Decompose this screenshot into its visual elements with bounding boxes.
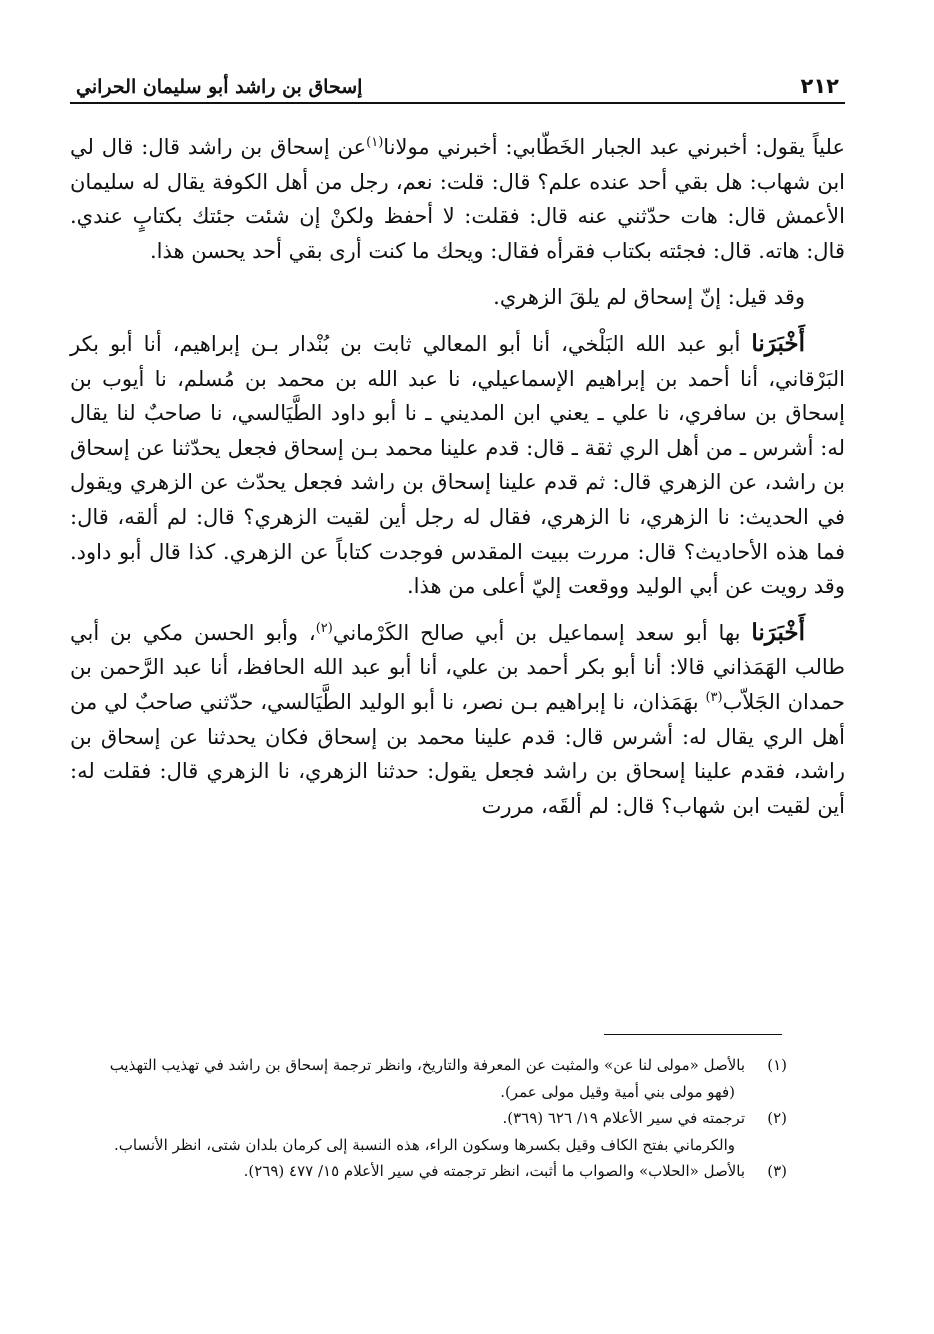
running-title: إسحاق بن راشد أبو سليمان الحراني	[76, 76, 363, 98]
footnote	[12, 1158, 787, 1185]
footnote-number: (٣)	[767, 1162, 787, 1180]
footnote-text: بالأصل «مولى لنا عن» والمثبت عن المعرفة والتاريخ، وانظر ترجمة إسحاق بن راشد في تهذيب التهذيب	[109, 1056, 745, 1074]
footnote-ref: (١)	[366, 135, 384, 150]
paragraph	[70, 327, 845, 604]
paragraph	[70, 616, 845, 824]
text-run: بهَمَذان، نا إبراهيم بـن نصر، نا أبو الوليد الطَّيَالسي، حدّثني صاحبٌ لي من أهل الري يقال له: أشرس قال: قدم علينا محمد بن إسحاق فكان يحدثنا عن إسحاق بن راشد، فقدم علينا إسحاق بن راشد فجعل يقول: حدثنا الزهري، نا الزهري قال: فقلت له: أين لقيت ابن شهاب؟ قال: لم ألقَه، مررت	[70, 689, 845, 818]
paragraph	[70, 280, 845, 315]
footnote-text: والكرماني بفتح الكاف وقيل بكسرها وسكون الراء، هذه النسبة إلى كرمان بلدان شتى، انظر الأنساب.	[114, 1135, 735, 1154]
footnote-number: (١)	[767, 1056, 787, 1074]
footnotes	[12, 1052, 787, 1185]
isnad-keyword: أَخْبَرَنا	[751, 618, 806, 646]
main-text	[70, 130, 845, 823]
isnad-keyword: أَخْبَرَنا	[751, 329, 805, 357]
footnote-separator	[604, 1034, 782, 1035]
footnote-ref: (٢)	[315, 620, 333, 636]
footnote-text: (فهو مولى بني أمية وقيل مولى عمر).	[500, 1082, 735, 1101]
footnote-continuation	[12, 1079, 787, 1106]
footnote-text: ترجمته في سير الأعلام ١٩/ ٦٢٦ (٣٦٩).	[502, 1109, 745, 1127]
footnote-ref: (٣)	[705, 689, 723, 705]
page-number: ٢١٢	[800, 74, 839, 98]
text-run: أبو عبد الله البَلْخي، أنا أبو المعالي ثابت بن بُنْدار بـن إبراهيم، أنا أبو بكر البَرْقاني، أنا أحمد بن إبراهيم الإسماعيلي، نا عبد الله بن محمد بن مُسلم، نا أيوب بن إسحاق بن سافري، نا علي ـ يعني ابن المديني ـ نا أبو داود الطَّيَالسي، نا صاحبٌ لنا يقال له: أشرس ـ من أهل الري ثقة ـ قال: قدم علينا محمد بـن إسحاق فجعل يحدّثنا عن إسحاق بن راشد، عن الزهري قال: ثم قدم علينا إسحاق بن راشد فجعل يحدّث عن الزهري ويقول في الحديث: نا الزهري، نا الزهري، فقال له رجل أين لقيت الزهري؟ قال: لم ألقه، قال: فما هذه الأحاديث؟ قال: مررت ببيت المقدس فوجدت كتاباً عن الزهري. كذا قال أبو داود. وقد رويت عن أبي الوليد ووقعت إليّ أعلى من هذا.	[70, 331, 845, 599]
paragraph	[70, 130, 845, 268]
text-run: بها أبو سعد إسماعيل بن أبي صالح الكَرْماني	[332, 620, 752, 645]
footnote-text: بالأصل «الحلاب» والصواب ما أثبت، انظر ترجمته في سير الأعلام ١٥/ ٤٧٧ (٢٦٩).	[243, 1162, 745, 1180]
text-run: وقد قيل: إنّ إسحاق لم يلقَ الزهري.	[493, 285, 805, 310]
footnote-continuation	[12, 1132, 787, 1159]
running-head	[70, 60, 845, 104]
footnote	[12, 1052, 787, 1079]
text-run: ، وأبو الحسن مكي بن أبي طالب الهَمَذاني قالا: أنا أبو بكر أحمد بن علي، أنا أبو عبد الله الحافظ، أنا عبد الرَّحمن بن حمدان الجَلاّب	[70, 620, 846, 714]
text-run: علياً يقول: أخبرني عبد الجبار الخَطّابي: أخبرني مولانا	[383, 135, 845, 159]
footnote	[12, 1105, 787, 1132]
footnote-number: (٢)	[767, 1109, 787, 1127]
text-run: عن إسحاق بن راشد قال: قال لي ابن شهاب: هل بقي أحد عنده علم؟ قال: قلت: نعم، رجل من أهل الكوفة يقال له سليمان الأعمش قال: هات حدّثني عنه قال: فقلت: لا أحفظ ولكنْ إن شئت جئتك بكتابٍ عندي. قال: هاته. قال: فجئته بكتاب فقرأه فقال: ويحك ما كنت أرى بقي أحد يحسن هذا.	[70, 135, 845, 263]
